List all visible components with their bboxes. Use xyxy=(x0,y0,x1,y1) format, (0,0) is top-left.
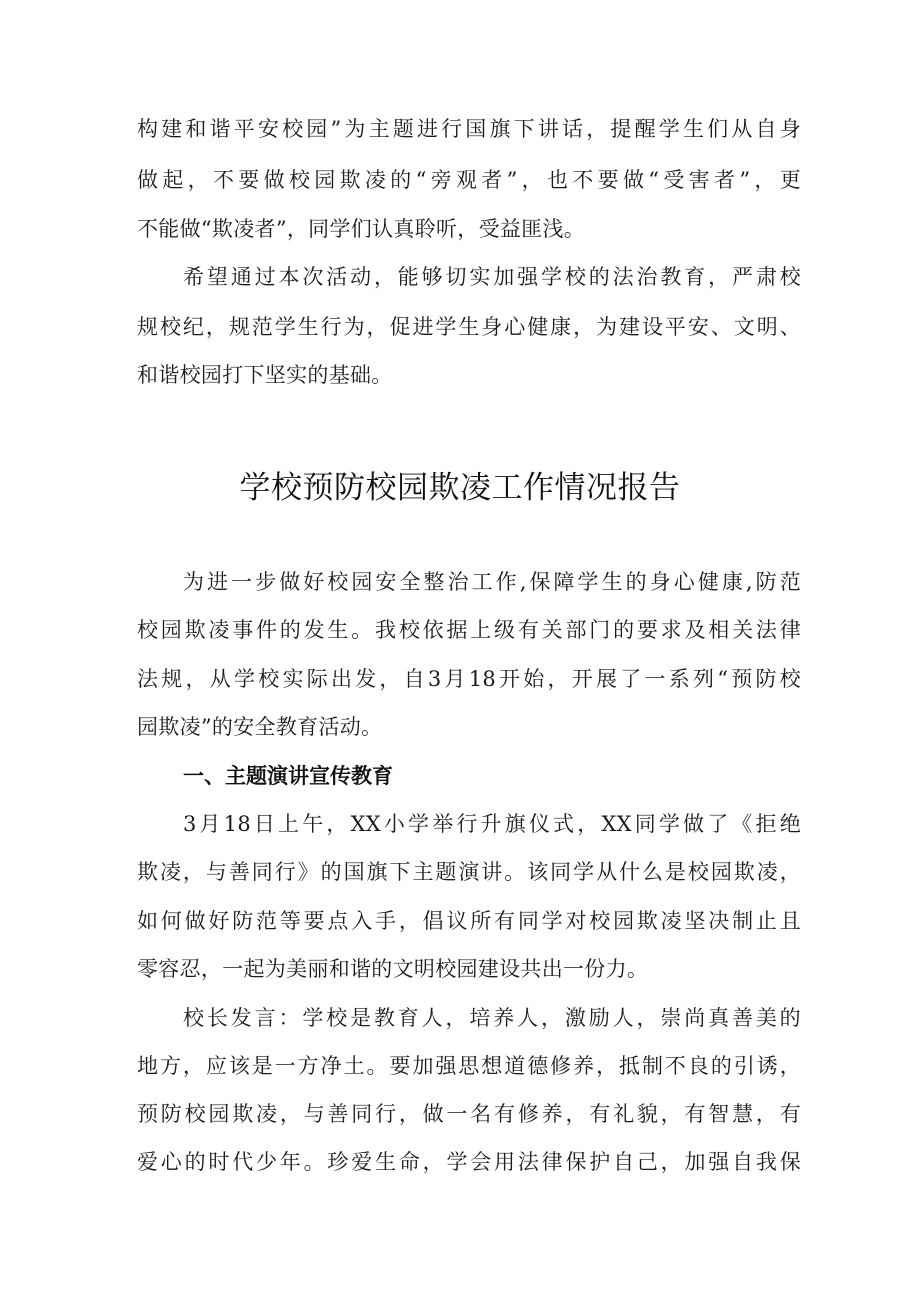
text-line: 爱心的时代少年。珍爱生命，学会用法律保护自己，加强自我保 xyxy=(137,1150,801,1174)
report-title: 学校预防校园欺凌工作情况报告 xyxy=(239,470,681,506)
text-line: 校长发言：学校是教育人，培养人，激励人，崇尚真善美的 xyxy=(183,1006,801,1030)
text-line: 和谐校园打下坚实的基础。 xyxy=(137,363,393,387)
text-line: 为进一步做好校园安全整治工作,保障学生的身心健康,防范 xyxy=(183,570,801,594)
text-line: 做起，不要做校园欺凌的“旁观者”，也不要做“受害者”，更 xyxy=(137,168,801,192)
text-line: 欺凌，与善同行》的国旗下主题演讲。该同学从什么是校园欺凌， xyxy=(137,860,801,884)
text-line: 零容忍，一起为美丽和谐的文明校园建设共出一份力。 xyxy=(137,957,649,981)
text-line: 地方，应该是一方净土。要加强思想道德修养，抵制不良的引诱， xyxy=(137,1054,801,1078)
text-line: 园欺凌”的安全教育活动。 xyxy=(137,715,383,739)
text-line: 3月18日上午，XX小学举行升旗仪式，XX同学做了《拒绝 xyxy=(183,812,801,836)
text-line: 校园欺凌事件的发生。我校依据上级有关部门的要求及相关法律 xyxy=(137,618,801,642)
text-line: 希望通过本次活动，能够切实加强学校的法治教育，严肃校 xyxy=(183,265,801,289)
text-line: 法规，从学校实际出发，自3月18开始，开展了一系列“预防校 xyxy=(137,667,801,691)
text-line: 不能做“欺凌者”，同学们认真聆听，受益匪浅。 xyxy=(137,217,586,241)
text-line: 预防校园欺凌，与善同行，做一名有修养，有礼貌，有智慧，有 xyxy=(137,1102,801,1126)
text-line: 构建和谐平安校园”为主题进行国旗下讲话，提醒学生们从自身 xyxy=(137,117,801,141)
text-line: 规校纪，规范学生行为，促进学生身心健康，为建设平安、文明、 xyxy=(137,315,801,339)
section-heading: 一、主题演讲宣传教育 xyxy=(183,764,393,788)
text-line: 如何做好防范等要点入手，倡议所有同学对校园欺凌坚决制止且 xyxy=(137,909,801,933)
